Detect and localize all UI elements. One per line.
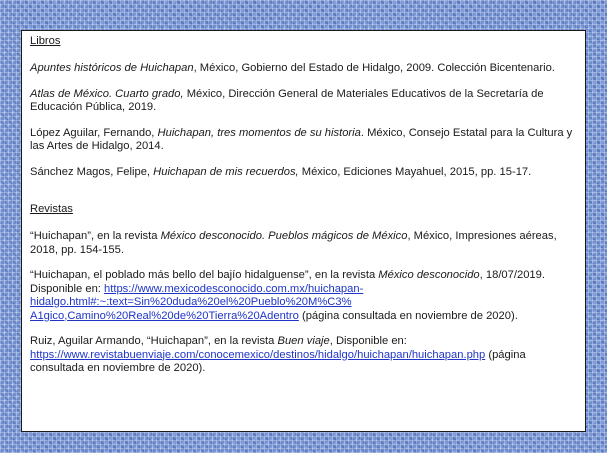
magazine-entry-buen-viaje — [30, 335, 577, 376]
magazines-heading: Revistas — [30, 203, 73, 215]
magazine-details: , 18/07/2019. Disponible en: — [30, 269, 545, 295]
book-author: López Aguilar, Fernando, — [30, 126, 158, 139]
books-heading: Libros — [30, 35, 61, 47]
book-title: Huichapan, tres momentos de su historia — [157, 126, 361, 139]
link-text-part: A1gico,Camino%20Real%20de%20Tierra%20Adentro — [30, 309, 299, 322]
book-details: , México, Gobierno del Estado de Hidalgo, 2009. Colección Bicentenario. — [193, 62, 555, 74]
magazine-details: , México, Impresiones aéreas, 2018, pp. 154-155. — [30, 230, 557, 256]
book-title: Apuntes históricos de Huichapan — [30, 62, 194, 74]
magazine-details: , Disponible en: — [329, 335, 407, 347]
consulted-note: (página consultada en noviembre de 2020). — [30, 348, 526, 374]
link-text-part: hidalgo.html#:~:text=Sin%20duda%20el%20Pueblo%20M%C3% — [30, 296, 352, 308]
link-text-part: https://www.mexicodesconocido.com.mx/huichapan- — [104, 282, 364, 295]
magazine-title: México desconocido — [378, 269, 480, 281]
book-details: México, Ediciones Mayahuel, 2015, pp. 15-17. — [298, 165, 532, 178]
consulted-note: (página consultada en noviembre de 2020). — [298, 309, 518, 322]
magazine-title: México desconocido. Pueblos mágicos de México — [160, 230, 408, 242]
book-entry-lopez — [30, 127, 577, 154]
book-title: Atlas de México. Cuarto grado, — [30, 87, 184, 100]
book-author: Sánchez Magos, Felipe, — [30, 165, 154, 178]
book-entry-apuntes — [30, 62, 577, 76]
revistabuenviaje-link[interactable]: https://www.revistabuenviaje.com/conocemexico/destinos/hidalgo/huichapan/huichapan.php — [30, 348, 486, 361]
book-entry-atlas — [30, 88, 577, 115]
magazine-lead: Ruiz, Aguilar Armando, “Huichapan”, en la revista — [30, 335, 278, 347]
magazine-title: Buen viaje — [277, 335, 330, 347]
book-details: México, Dirección General de Materiales Educativos de la Secretaría de Educación Pública, 2019. — [30, 87, 544, 113]
book-details: . México, Consejo Estatal para la Cultura y las Artes de Hidalgo, 2014. — [30, 126, 573, 152]
book-title: Huichapan de mis recuerdos, — [153, 165, 299, 178]
magazine-lead: “Huichapan”, en la revista — [30, 230, 161, 242]
magazine-entry-poblado-bello — [30, 269, 577, 323]
bibliography-document — [21, 30, 586, 432]
magazine-lead: “Huichapan, el poblado más bello del bajío hidalguense”, en la revista — [30, 269, 379, 281]
magazine-entry-pueblos-magicos — [30, 230, 577, 257]
book-entry-sanchez — [30, 166, 577, 180]
